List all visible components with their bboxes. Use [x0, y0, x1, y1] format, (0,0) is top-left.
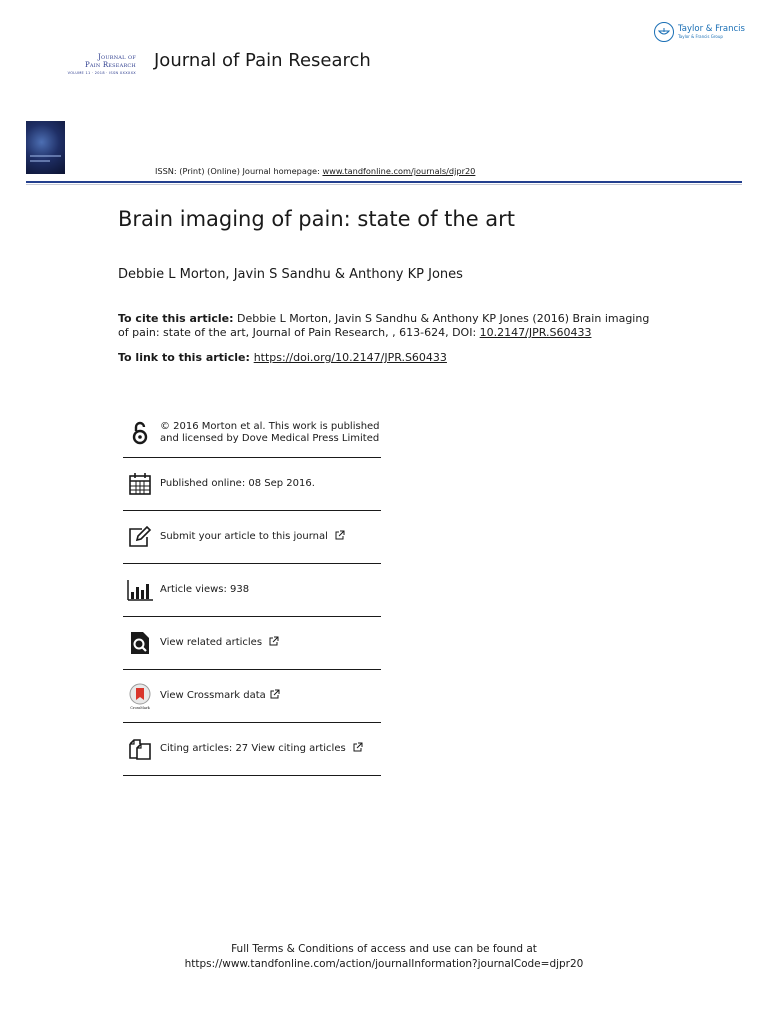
article-title: Brain imaging of pain: state of the art [118, 207, 516, 231]
license-text: © 2016 Morton et al. This work is published and licensed by Dove Medical Press Limited [160, 420, 380, 444]
article-info-list [123, 408, 381, 776]
crossmark-badge-text: CrossMark [130, 705, 150, 710]
external-link-icon [269, 636, 279, 650]
issn-label: ISSN: (Print) (Online) Journal homepage: [155, 166, 323, 176]
external-link-icon [353, 742, 363, 756]
info-row-submit[interactable] [123, 511, 381, 564]
taylor-francis-icon [654, 22, 674, 42]
journal-title: Journal of Pain Research [154, 50, 371, 71]
info-row-crossmark[interactable] [123, 670, 381, 723]
journal-logo-line1: Journal of [98, 53, 136, 61]
external-link-icon [270, 689, 280, 703]
external-link-icon [335, 530, 345, 544]
publisher-group: Taylor & Francis Group [678, 33, 723, 39]
edit-icon [126, 523, 154, 551]
info-row-license [123, 408, 381, 458]
related-articles-link[interactable]: View related articles [160, 637, 263, 648]
info-row-related[interactable] [123, 617, 381, 670]
journal-logo [56, 53, 136, 75]
crossmark-icon [126, 682, 154, 710]
issn-line [155, 166, 475, 176]
article-link-label: To link to this article: [118, 351, 254, 364]
submit-article-link[interactable]: Submit your article to this journal [160, 531, 328, 542]
header-rule-secondary [26, 184, 742, 185]
calendar-icon [126, 470, 154, 498]
article-views: Article views: 938 [160, 584, 250, 595]
footer-line-1: Full Terms & Conditions of access and use can be found at [231, 943, 537, 955]
published-date: Published online: 08 Sep 2016. [160, 478, 315, 489]
info-row-views [123, 564, 381, 617]
info-row-published [123, 458, 381, 511]
article-authors: Debbie L Morton, Javin S Sandhu & Anthony KP Jones [118, 267, 463, 282]
info-row-citing[interactable] [123, 723, 381, 776]
citing-articles-link[interactable]: Citing articles: 27 View citing articles [160, 743, 346, 754]
crossmark-link[interactable]: View Crossmark data [160, 690, 266, 701]
publisher-logo [654, 22, 745, 42]
citation-label: To cite this article: [118, 312, 234, 325]
citation-text: Debbie L Morton, Javin S Sandhu & Anthony KP Jones (2016) Brain imaging of pain: state of the art, Journal of Pain Research, , 613-624, DOI: [118, 312, 650, 339]
article-link-row [118, 351, 447, 364]
journal-cover-image [26, 121, 65, 174]
citing-documents-icon [126, 735, 154, 763]
citation-doi-link[interactable]: 10.2147/JPR.S60433 [479, 326, 592, 339]
bar-chart-icon [126, 576, 154, 604]
footer [0, 942, 768, 971]
citation-block [118, 312, 658, 340]
article-doi-url[interactable]: https://doi.org/10.2147/JPR.S60433 [253, 351, 447, 364]
journal-logo-sub: VOLUME 11 · 2018 · ISSN XXXXXX [67, 71, 136, 75]
journal-logo-line2: Pain Research [84, 61, 136, 69]
open-access-icon [126, 419, 154, 447]
footer-terms-url[interactable]: https://www.tandfonline.com/action/journalInformation?journalCode=djpr20 [184, 957, 584, 970]
search-document-icon [126, 629, 154, 657]
journal-homepage-link[interactable]: www.tandfonline.com/journals/djpr20 [322, 166, 476, 176]
header-rule [26, 181, 742, 183]
publisher-name: Taylor & Francis [678, 24, 745, 35]
